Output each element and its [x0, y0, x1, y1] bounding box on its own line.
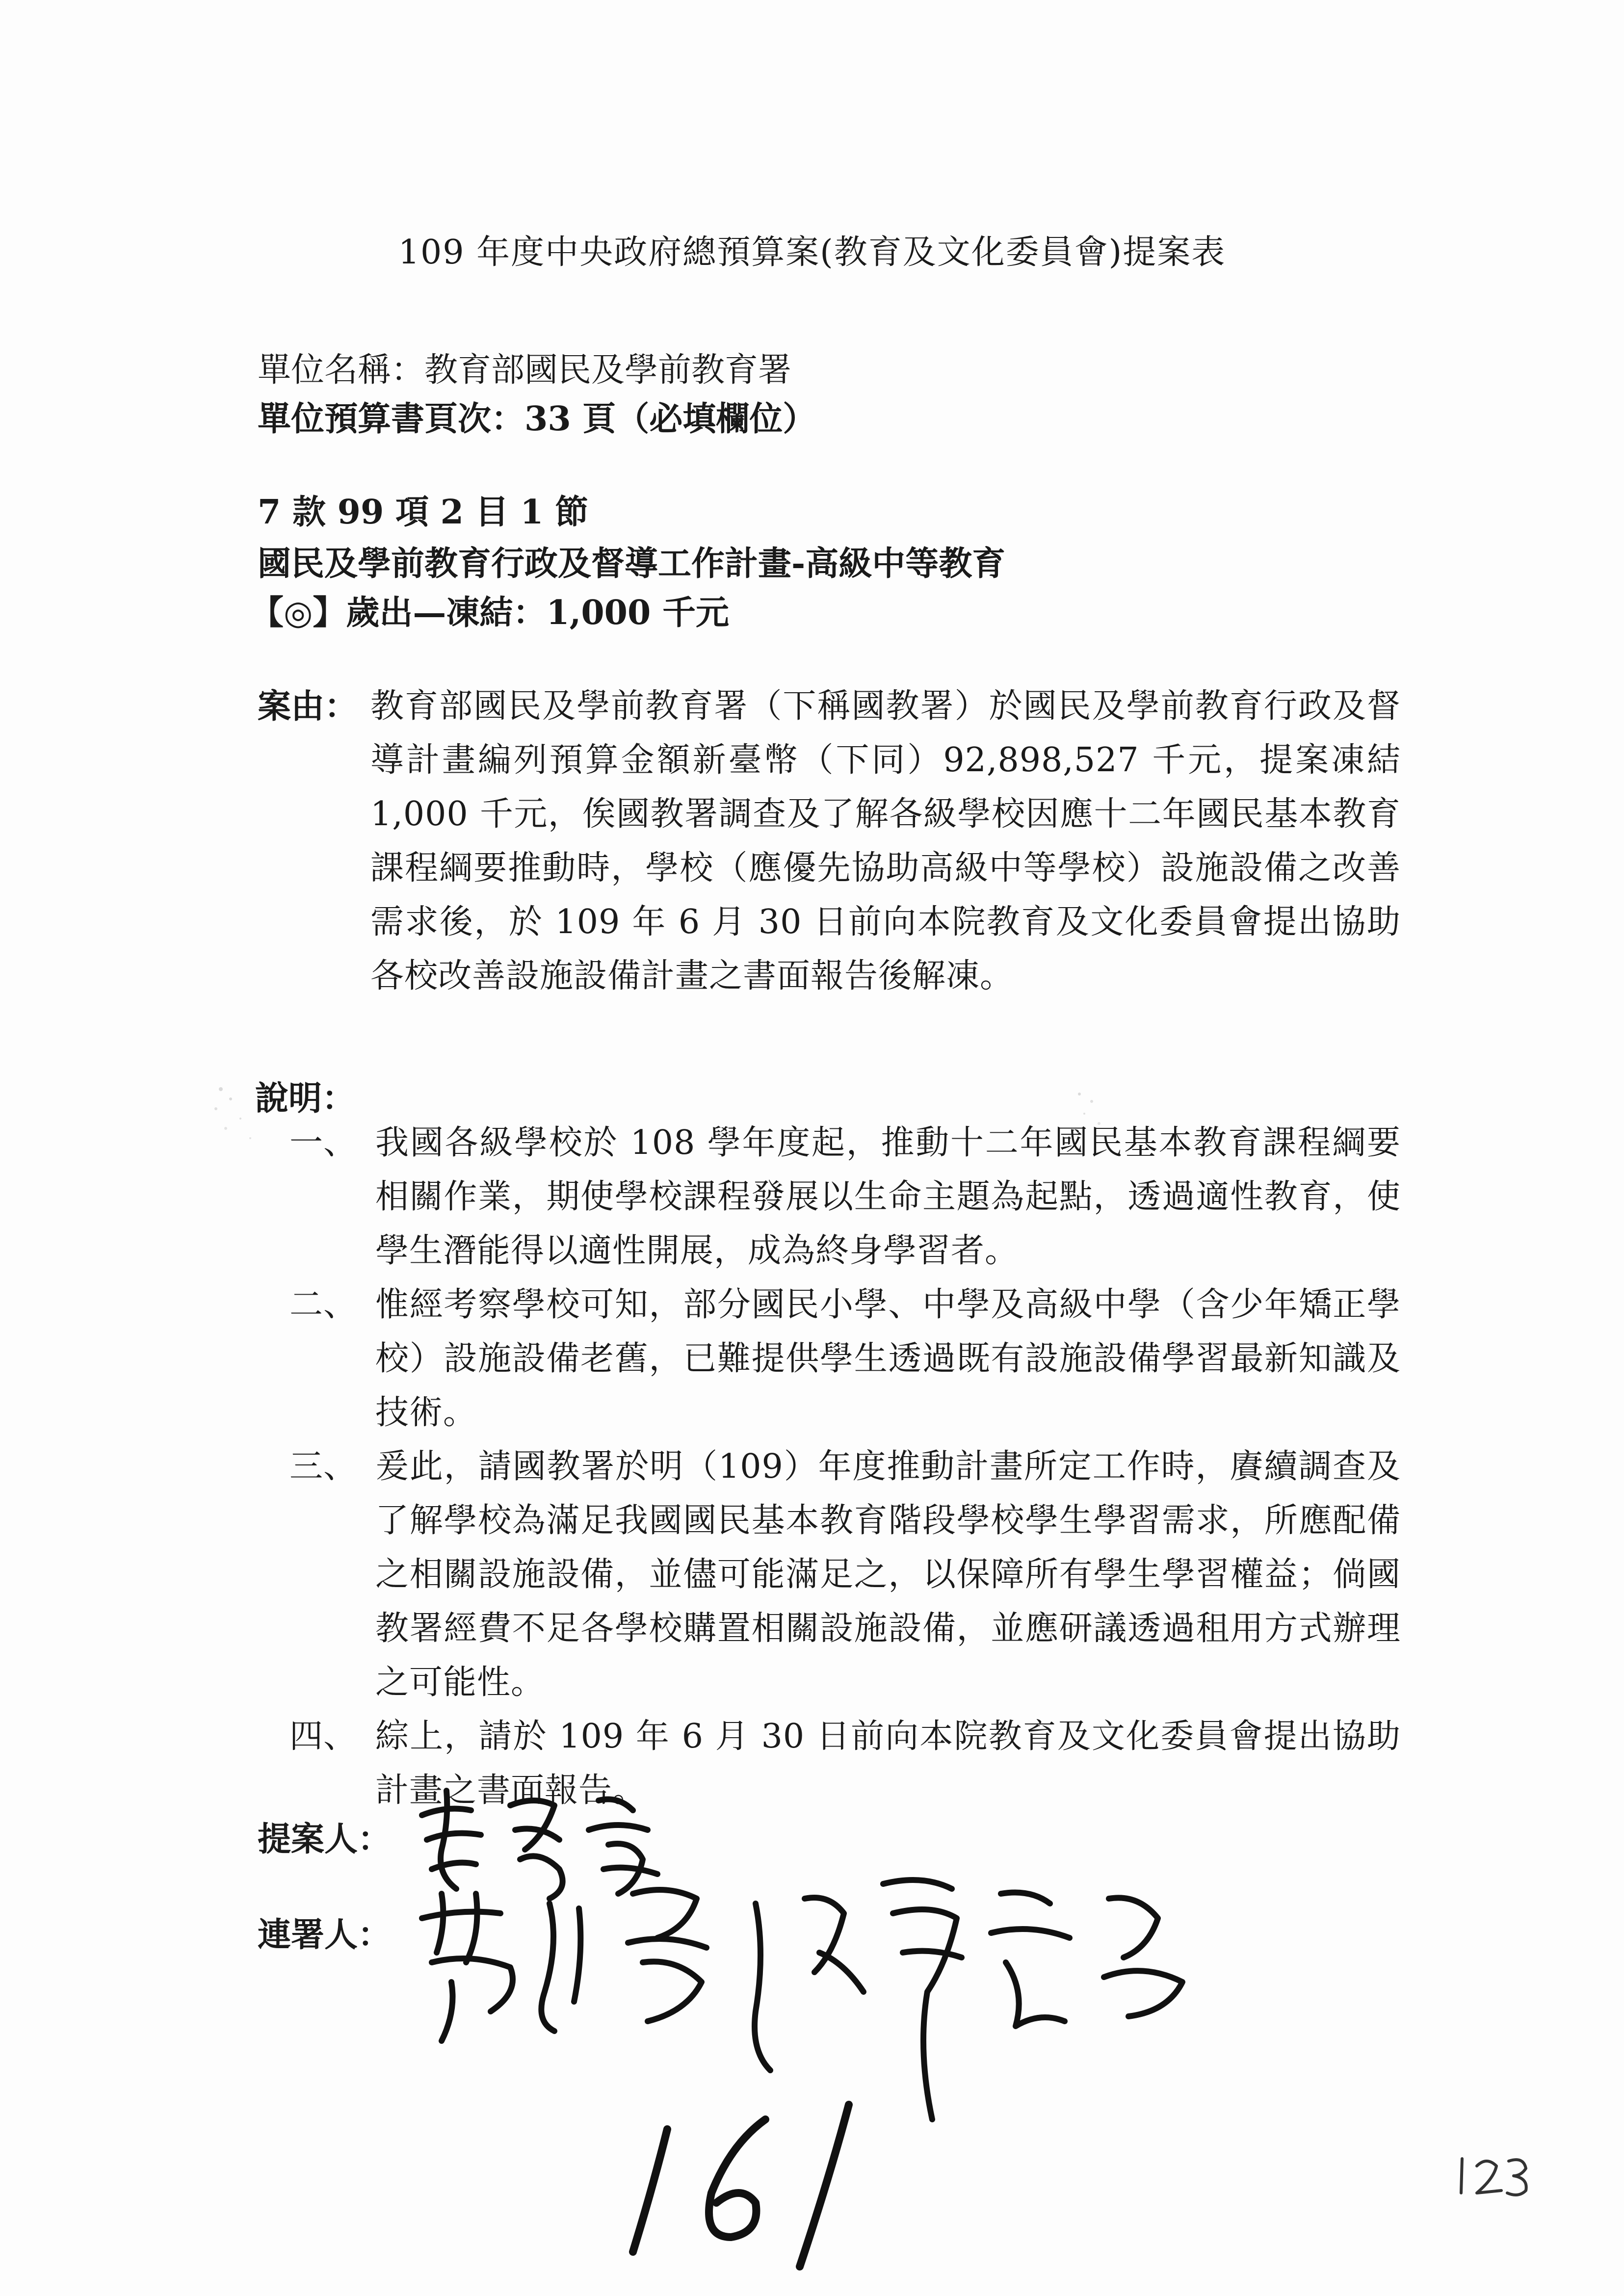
unit-budget-page: 單位預算書頁次：33 頁（必填欄位） [258, 399, 816, 439]
item-number: 四、 [289, 1717, 358, 1756]
item-number: 二、 [289, 1285, 358, 1324]
item-text: 惟經考察學校可知，部分國民小學、中學及高級中學（含少年矯正學校）設施設備老舊，已難提供學生透過既有設施設備學習最新知識及技術。 [375, 1285, 1401, 1432]
description-list [289, 1116, 1401, 1818]
cosigner-label: 連署人： [258, 1915, 392, 1955]
unit-name: 單位名稱：教育部國民及學前教育署 [258, 351, 792, 390]
list-item [289, 1116, 1401, 1278]
item-code: 7 款 99 項 2 目 1 節 [258, 493, 589, 532]
reason-section [258, 679, 1401, 1003]
item-text: 我國各級學校於 108 學年度起，推動十二年國民基本教育課程綱要相關作業，期使學校課程發展以生命主題為起點，透過適性教育，使學生潛能得以適性開展，成為終身學習者。 [375, 1123, 1401, 1270]
document-title: 109 年度中央政府總預算案(教育及文化委員會)提案表 [398, 233, 1226, 272]
freeze-line: 【◎】歲出—凍結：1,000 千元 [250, 593, 729, 632]
plan-name: 國民及學前教育行政及督導工作計畫-高級中等教育 [258, 544, 1006, 583]
item-text: 爰此，請國教署於明（109）年度推動計畫所定工作時，賡續調查及了解學校為滿足我國國民基本教育階段學校學生學習需求，所應配備之相關設施設備，並儘可能滿足之，以保障所有學生學習權益；倘國教署經費不足各學校購置相關設施設備，並應研議透過租用方式辦理之可能性。 [375, 1447, 1401, 1702]
list-item [289, 1278, 1401, 1440]
item-number: 一、 [289, 1123, 358, 1162]
proposer-label: 提案人： [258, 1820, 392, 1859]
description-label: 說明： [255, 1079, 356, 1118]
item-text: 綜上，請於 109 年 6 月 30 日前向本院教育及文化委員會提出協助計畫之書面報告。 [375, 1717, 1401, 1810]
reason-text: 教育部國民及學前教育署（下稱國教署）於國民及學前教育行政及督導計畫編列預算金額新臺幣（下同）92,898,527 千元，提案凍結 1,000 千元，俟國教署調查及了解各級學校因應十二年國民基本教育課程綱要推動時，學校（應優先協助高級中等學校）設施設備之改善需求後，於 109 年 6 月 30 日前向本院教育及文化委員會提出協助各校改善設施設備計畫之書面報告後解凍。 [370, 687, 1401, 995]
reason-label: 案由： [258, 687, 358, 726]
handwritten-page-number [613, 2090, 888, 2276]
list-item [289, 1440, 1401, 1710]
corner-number [1452, 2149, 1536, 2203]
item-number: 三、 [289, 1447, 358, 1486]
